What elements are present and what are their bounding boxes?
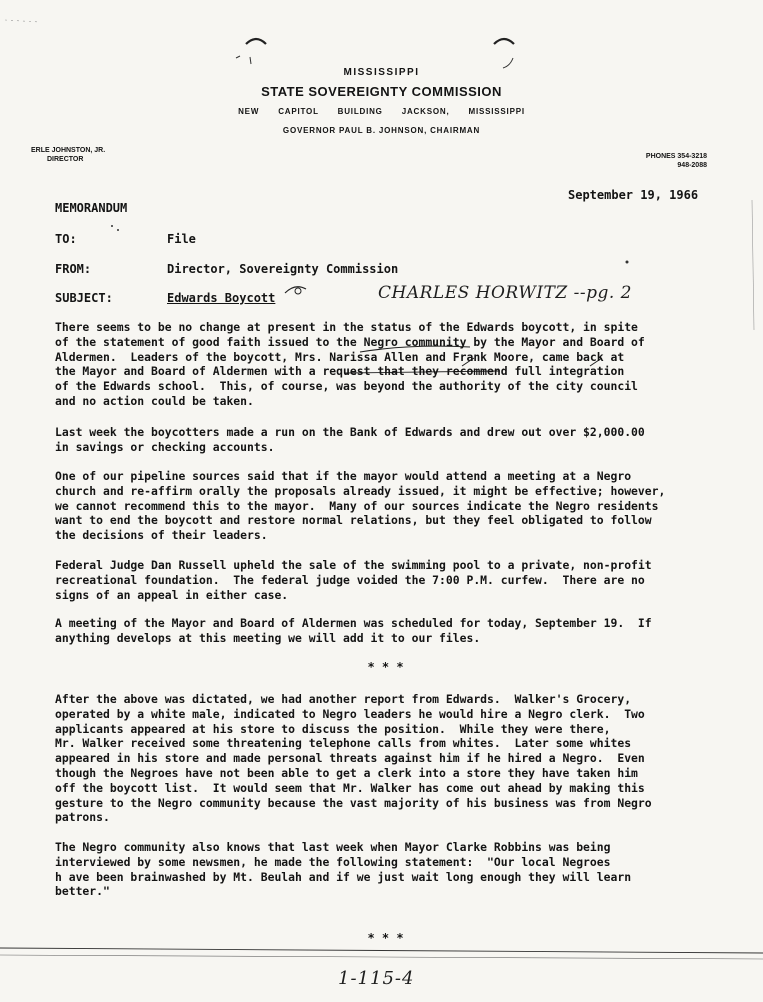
paragraph-federal-judge: Federal Judge Dan Russell upheld the sale of the swimming pool to a private, non-profit recreational foundation. The federal judge voided the 7:00 P.M. curfew. There are no signs of an appeal in either case. <box>55 558 652 602</box>
phones-line-1: PHONES 354-3218 <box>645 153 707 160</box>
subject-value: Edwards Boycott <box>167 291 276 305</box>
section-separator: * * * <box>367 660 404 674</box>
letterhead-address <box>0 107 763 116</box>
end-separator: * * * <box>367 931 404 945</box>
memo-date: September 19, 1966 <box>568 188 699 202</box>
from-value: Director, Sovereignty Commission <box>167 262 399 276</box>
letterhead-governor: GOVERNOR PAUL B. JOHNSON, CHAIRMAN <box>282 126 481 135</box>
director-name: ERLE JOHNSTON, JR. <box>31 147 106 154</box>
letterhead-commission: STATE SOVEREIGNTY COMMISSION <box>261 84 502 99</box>
paragraph-mayor-statement: The Negro community also knows that last week when Mayor Clarke Robbins was being interviewed by some newsmen, he made the following statement: "Our local Negroes h ave been brainwashed by Mt. Beulah and if we just wait long enough they will learn better." <box>55 840 632 899</box>
paragraph-status: There seems to be no change at present in the status of the Edwards boycott, in spite of the statement of good faith issued to the Negro community by the Mayor and Board of Aldermen. Leaders of the boycott, Mrs. Narissa Allen and Frank Moore, came back at the Mayor and Board of Aldermen with a request that they recommend full integration of the Edwards school. This, of course, was beyond the authority of the city council and no action could be taken. <box>55 320 645 408</box>
director-title: DIRECTOR <box>47 156 84 163</box>
letterhead-building: NEW CAPITOL BUILDING <box>238 107 383 116</box>
paragraph-meeting: A meeting of the Mayor and Board of Aldermen was scheduled for today, September 19. If anything develops at this meeting we will add it to our files. <box>55 616 652 645</box>
letterhead-state: MISSISSIPPI <box>343 67 420 78</box>
to-value: File <box>167 232 196 246</box>
handwritten-note: CHARLES HORWITZ --pg. 2 <box>378 283 632 303</box>
phones-block <box>646 152 707 170</box>
paragraph-pipeline-sources: One of our pipeline sources said that if the mayor would attend a meeting at a Negro church and re-affirm orally the proposals already issued, it might be effective; however, we cannot recommend this to the mayor. Many of our sources indicate the Negro residents want to end the boycott and restore normal relations, but they feel obligated to follow the decisions of their leaders. <box>55 469 666 543</box>
letterhead-city: JACKSON, MISSISSIPPI <box>401 107 525 116</box>
paragraph-bank-run: Last week the boycotters made a run on the Bank of Edwards and drew out over $2,000.00 in savings or checking accounts. <box>55 425 645 454</box>
memo-type: MEMORANDUM <box>55 201 128 215</box>
to-label: TO: <box>55 232 77 246</box>
director-block <box>31 146 105 164</box>
handwritten-document-number: 1-115-4 <box>338 968 415 989</box>
from-label: FROM: <box>55 262 92 276</box>
phones-line-2: 948-2088 <box>677 162 707 169</box>
subject-label: SUBJECT: <box>55 291 113 305</box>
paragraph-walkers-grocery: After the above was dictated, we had another report from Edwards. Walker's Grocery, operated by a white male, indicated to Negro leaders he would hire a Negro clerk. Two applicants appeared at his store to discuss the position. While they were there, Mr. Walker received some threatening telephone calls from whites. Later some whites appeared in his store and made personal threats against him if he hired a Negro. Even though the Negroes have not been able to get a clerk into a store they have taken him off the boycott list. It would seem that Mr. Walker has come out ahead by making this gesture to the Negro community because the vast majority of his business was from Negro patrons. <box>55 692 652 825</box>
